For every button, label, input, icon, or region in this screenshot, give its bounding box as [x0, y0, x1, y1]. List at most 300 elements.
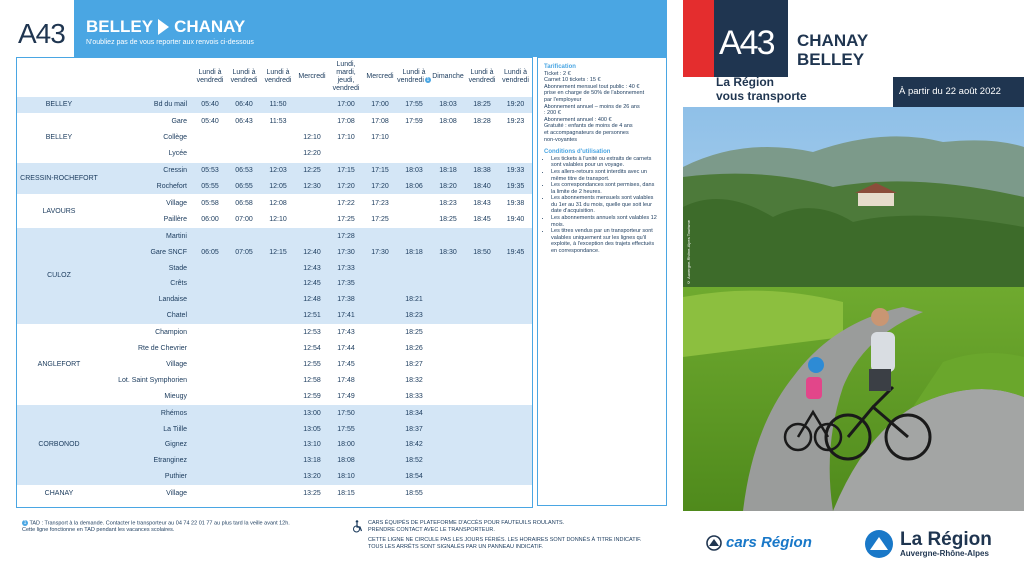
town-name: ANGLEFORT	[17, 324, 101, 405]
table-row	[17, 113, 532, 129]
departure-time: 17:50	[329, 405, 363, 421]
stop-name: Village	[101, 357, 193, 373]
departure-time	[363, 469, 397, 485]
departure-time	[431, 485, 465, 501]
direction-arrow-icon	[158, 19, 169, 35]
departure-time: 17:59	[397, 113, 431, 129]
departure-time: 19:33	[499, 162, 532, 178]
accessibility-note	[352, 520, 652, 551]
departure-time: 06:00	[193, 211, 227, 227]
departure-time	[227, 228, 261, 244]
stop-name: Martini	[101, 228, 193, 244]
departure-time	[397, 195, 431, 211]
departure-time	[431, 388, 465, 404]
departure-time	[227, 260, 261, 276]
region-mark-icon	[864, 529, 894, 559]
stop-name: Gare SNCF	[101, 244, 193, 260]
departure-time	[261, 228, 295, 244]
town-name: BELLEY	[17, 113, 101, 162]
stop-name: Mieugy	[101, 388, 193, 404]
departure-time: 17:20	[363, 179, 397, 195]
departure-time: 18:55	[397, 485, 431, 501]
departure-time: 05:58	[193, 195, 227, 211]
departure-time	[227, 308, 261, 324]
departure-time	[465, 130, 499, 146]
departure-time: 19:38	[499, 195, 532, 211]
cover-slogan	[716, 75, 836, 103]
departure-time	[465, 388, 499, 404]
departure-time: 12:05	[261, 179, 295, 195]
departure-time	[397, 146, 431, 162]
departure-time	[431, 130, 465, 146]
departure-time: 12:55	[295, 357, 329, 373]
departure-time	[431, 276, 465, 292]
departure-time: 18:18	[431, 162, 465, 178]
departure-time: 12:15	[261, 244, 295, 260]
departure-time	[499, 388, 532, 404]
departure-time	[465, 437, 499, 453]
departure-time: 18:06	[397, 179, 431, 195]
condition-item: • Les tickets à l'unité ou extraits de carnets sont valables pour un voyage.	[551, 156, 660, 169]
departure-time	[465, 228, 499, 244]
departure-time	[261, 260, 295, 276]
timetable-grid	[17, 58, 532, 502]
departure-time: 19:35	[499, 179, 532, 195]
departure-time: 07:05	[227, 244, 261, 260]
column-header: Lundi à vendredi	[196, 69, 224, 84]
departure-time: 18:08	[431, 113, 465, 129]
departure-time	[261, 388, 295, 404]
column-header: Lundi à vendredi	[230, 69, 258, 84]
departure-time	[499, 130, 532, 146]
cover-line-number: A43	[719, 24, 774, 62]
departure-time: 18:23	[397, 308, 431, 324]
departure-time: 17:28	[329, 228, 363, 244]
departure-time	[227, 276, 261, 292]
departure-time: 13:20	[295, 469, 329, 485]
departure-time: 12:51	[295, 308, 329, 324]
departure-time	[431, 437, 465, 453]
stop-name: Lot. Saint Symphorien	[101, 372, 193, 388]
table-row	[17, 485, 532, 501]
departure-time: 12:58	[295, 372, 329, 388]
departure-time	[295, 211, 329, 227]
departure-time: 18:25	[397, 324, 431, 340]
departure-time: 06:53	[227, 162, 261, 178]
departure-time	[465, 372, 499, 388]
timetable-body	[17, 97, 532, 502]
departure-time	[465, 421, 499, 437]
departure-time: 18:03	[397, 162, 431, 178]
departure-time	[227, 292, 261, 308]
departure-time	[261, 437, 295, 453]
departure-time: 17:23	[363, 195, 397, 211]
cars-region-mark-icon	[706, 535, 722, 551]
departure-time	[193, 292, 227, 308]
line-number: A43	[18, 18, 65, 49]
departure-time	[227, 485, 261, 501]
departure-time	[261, 308, 295, 324]
departure-time: 17:48	[329, 372, 363, 388]
departure-time: 12:59	[295, 388, 329, 404]
departure-time: 17:25	[329, 211, 363, 227]
fare-line: Carnet 10 tickets : 15 €	[544, 77, 601, 84]
departure-time: 05:55	[193, 179, 227, 195]
cover-route-line-2: BELLEY	[797, 50, 865, 69]
departure-time	[227, 453, 261, 469]
departure-time	[261, 292, 295, 308]
departure-time	[465, 357, 499, 373]
departure-time	[499, 308, 532, 324]
departure-time	[465, 276, 499, 292]
cars-region-logo	[706, 534, 812, 551]
departure-time	[363, 485, 397, 501]
departure-time	[193, 469, 227, 485]
stop-name: Chatel	[101, 308, 193, 324]
departure-time: 17:25	[363, 211, 397, 227]
departure-time: 17:10	[329, 130, 363, 146]
departure-time	[363, 146, 397, 162]
departure-time	[363, 405, 397, 421]
departure-time	[431, 324, 465, 340]
departure-time: 17:15	[329, 162, 363, 178]
town-name: BELLEY	[17, 97, 101, 114]
departure-time	[363, 437, 397, 453]
departure-time	[397, 228, 431, 244]
departure-time	[431, 308, 465, 324]
stop-name: La Tiille	[101, 421, 193, 437]
departure-time: 17:49	[329, 388, 363, 404]
tad-marker: 1	[23, 520, 27, 526]
photo-credit: © Auvergne-Rhône-Alpes Tourisme	[686, 220, 691, 285]
departure-time: 12:20	[295, 146, 329, 162]
departure-time: 12:53	[295, 324, 329, 340]
departure-time: 18:37	[397, 421, 431, 437]
departure-time	[261, 485, 295, 501]
departure-time	[499, 146, 532, 162]
fare-line: par l'employeur	[544, 96, 582, 103]
departure-time	[431, 405, 465, 421]
departure-time: 18:08	[329, 453, 363, 469]
departure-time: 13:18	[295, 453, 329, 469]
departure-time	[261, 324, 295, 340]
column-header: Lundi, mardi, jeudi, vendredi	[332, 61, 360, 92]
departure-time	[363, 276, 397, 292]
fare-line: Abonnement annuel – moins de 26 ans	[544, 103, 640, 110]
departure-time: 12:30	[295, 179, 329, 195]
table-row	[17, 162, 532, 178]
stop-name: Rhémos	[101, 405, 193, 421]
departure-time: 18:30	[431, 244, 465, 260]
cover-photo-cyclists	[683, 107, 1024, 511]
departure-time: 06:58	[227, 195, 261, 211]
column-header: Lundi à vendredi	[264, 69, 292, 84]
departure-time: 12:25	[295, 162, 329, 178]
departure-time	[261, 372, 295, 388]
departure-time: 17:22	[329, 195, 363, 211]
departure-time	[499, 469, 532, 485]
departure-time	[261, 130, 295, 146]
departure-time	[465, 469, 499, 485]
fare-line: prise en charge de 50% de l'abonnement	[544, 90, 645, 97]
departure-time	[193, 453, 227, 469]
departure-time: 18:50	[465, 244, 499, 260]
departure-time: 12:03	[261, 162, 295, 178]
departure-time: 18:28	[465, 113, 499, 129]
departure-time: 18:52	[397, 453, 431, 469]
departure-time	[431, 453, 465, 469]
departure-time	[499, 228, 532, 244]
departure-time	[431, 260, 465, 276]
departure-time	[193, 485, 227, 501]
column-header: Lundi à vendredi	[502, 69, 529, 84]
route-to: CHANAY	[174, 17, 246, 36]
fares-title: Tarification	[544, 64, 576, 70]
departure-time	[499, 437, 532, 453]
stop-name: Stade	[101, 260, 193, 276]
fares-list	[544, 71, 660, 144]
departure-time	[465, 341, 499, 357]
condition-item: • Les abonnements mensuels sont valables du 1er au 31 du mois, quelle que soit leur date d'acquisition.	[551, 195, 660, 215]
stop-name: Village	[101, 195, 193, 211]
departure-time	[431, 146, 465, 162]
region-logo-sub: Auvergne-Rhône-Alpes	[900, 549, 989, 558]
tad-note	[22, 520, 342, 534]
departure-time	[465, 146, 499, 162]
departure-time	[397, 130, 431, 146]
departure-time: 12:40	[295, 244, 329, 260]
fare-line: et accompagnateurs de personnes	[544, 129, 629, 136]
departure-time	[193, 324, 227, 340]
departure-time	[499, 485, 532, 501]
departure-time: 18:45	[465, 211, 499, 227]
departure-time: 12:10	[295, 130, 329, 146]
departure-time	[193, 146, 227, 162]
departure-time: 12:43	[295, 260, 329, 276]
departure-time	[193, 372, 227, 388]
departure-time	[227, 146, 261, 162]
cover-slogan-2: vous transporte	[716, 89, 807, 103]
departure-time	[499, 292, 532, 308]
departure-time	[397, 260, 431, 276]
departure-time: 17:35	[329, 276, 363, 292]
stop-name: Collège	[101, 130, 193, 146]
route-title	[86, 17, 245, 37]
departure-time	[193, 228, 227, 244]
departure-time: 18:00	[329, 437, 363, 453]
departure-time	[329, 146, 363, 162]
header-town	[17, 58, 101, 97]
town-name: CRESSIN-ROCHEFORT	[17, 162, 101, 195]
departure-time: 13:25	[295, 485, 329, 501]
departure-time: 17:45	[329, 357, 363, 373]
town-name: CHANAY	[17, 485, 101, 501]
stop-name: Village	[101, 485, 193, 501]
departure-time	[499, 324, 532, 340]
holiday-line-2: TOUS LES ARRÊTS SONT SIGNALÉS PAR UN PANNEAU INDICATIF.	[368, 544, 543, 550]
departure-time	[465, 292, 499, 308]
departure-time	[499, 341, 532, 357]
departure-time: 18:33	[397, 388, 431, 404]
departure-time: 17:55	[329, 421, 363, 437]
departure-time: 18:43	[465, 195, 499, 211]
departure-time	[227, 437, 261, 453]
conditions-title: Conditions d'utilisation	[544, 149, 611, 156]
departure-time	[499, 405, 532, 421]
departure-time	[465, 324, 499, 340]
departure-time	[363, 453, 397, 469]
stop-name: Landaise	[101, 292, 193, 308]
departure-time: 17:43	[329, 324, 363, 340]
departure-time	[499, 260, 532, 276]
departure-time	[397, 211, 431, 227]
departure-time	[227, 341, 261, 357]
departure-time: 17:30	[363, 244, 397, 260]
stop-name: Crêts	[101, 276, 193, 292]
departure-time: 17:38	[329, 292, 363, 308]
departure-time	[227, 405, 261, 421]
departure-time: 18:27	[397, 357, 431, 373]
departure-time: 18:18	[397, 244, 431, 260]
departure-time	[227, 421, 261, 437]
departure-time: 18:15	[329, 485, 363, 501]
departure-time	[465, 405, 499, 421]
departure-time: 18:20	[431, 179, 465, 195]
column-header: Dimanche	[432, 73, 464, 80]
departure-time: 13:05	[295, 421, 329, 437]
departure-time	[227, 324, 261, 340]
departure-time: 11:50	[261, 97, 295, 114]
departure-time: 18:25	[465, 97, 499, 114]
departure-time	[431, 469, 465, 485]
departure-time: 19:40	[499, 211, 532, 227]
departure-time: 18:21	[397, 292, 431, 308]
departure-time: 06:40	[227, 97, 261, 114]
departure-time	[193, 308, 227, 324]
header-stop	[101, 58, 193, 97]
departure-time: 17:41	[329, 308, 363, 324]
departure-time	[193, 130, 227, 146]
departure-time: 17:33	[329, 260, 363, 276]
region-logo-name: La Région	[900, 529, 992, 550]
departure-time: 13:10	[295, 437, 329, 453]
departure-time: 13:00	[295, 405, 329, 421]
departure-time	[193, 388, 227, 404]
stop-name: Cressin	[101, 162, 193, 178]
column-header: Lundi à vendredi 1	[397, 69, 430, 84]
stop-name: Champion	[101, 324, 193, 340]
stop-name: Puthier	[101, 469, 193, 485]
departure-time	[465, 308, 499, 324]
departure-time	[363, 341, 397, 357]
stop-name: Paillère	[101, 211, 193, 227]
departure-time	[193, 421, 227, 437]
departure-time	[193, 260, 227, 276]
departure-time	[261, 469, 295, 485]
departure-time	[227, 469, 261, 485]
departure-time: 17:30	[329, 244, 363, 260]
departure-time	[499, 453, 532, 469]
departure-time: 17:15	[363, 162, 397, 178]
departure-time: 06:05	[193, 244, 227, 260]
stop-name: Etranginez	[101, 453, 193, 469]
departure-time: 18:23	[431, 195, 465, 211]
departure-time	[261, 276, 295, 292]
timetable-header	[17, 58, 532, 97]
departure-time	[431, 228, 465, 244]
fare-line: Ticket : 2 €	[544, 70, 571, 77]
tad-text-2: Cette ligne fonctionne en TAD pendant les vacances scolaires.	[22, 527, 175, 534]
departure-time	[363, 388, 397, 404]
departure-time: 12:45	[295, 276, 329, 292]
town-name: CORBONOD	[17, 405, 101, 486]
conditions-list	[544, 156, 660, 255]
condition-item: • Les allers-retours sont interdits avec un même titre de transport.	[551, 169, 660, 182]
cover-slogan-1: La Région	[716, 75, 775, 89]
departure-time	[193, 405, 227, 421]
departure-time: 12:10	[261, 211, 295, 227]
departure-time	[227, 388, 261, 404]
column-header: Lundi à vendredi	[468, 69, 496, 84]
departure-time: 18:03	[431, 97, 465, 114]
town-name: LAVOURS	[17, 195, 101, 228]
departure-time: 17:00	[363, 97, 397, 114]
accessibility-line-1: CARS ÉQUIPÉS DE PLATEFORME D'ACCÈS POUR FAUTEUILS ROULANTS.	[368, 520, 565, 526]
stop-name: Rte de Chevrier	[101, 341, 193, 357]
departure-time: 11:53	[261, 113, 295, 129]
departure-time	[363, 308, 397, 324]
accessibility-line-2: PRENDRE CONTACT AVEC LE TRANSPORTEUR.	[368, 527, 495, 533]
departure-time: 12:54	[295, 341, 329, 357]
town-name: CULOZ	[17, 228, 101, 324]
departure-time	[363, 324, 397, 340]
table-row	[17, 195, 532, 211]
departure-time	[295, 228, 329, 244]
departure-time	[363, 357, 397, 373]
departure-time: 17:20	[329, 179, 363, 195]
departure-time	[193, 437, 227, 453]
departure-time	[465, 260, 499, 276]
departure-time	[363, 260, 397, 276]
table-row	[17, 405, 532, 421]
departure-time	[261, 453, 295, 469]
header-note: N'oubliez pas de vous reporter aux renvois ci-dessous	[86, 39, 254, 46]
fare-line: Gratuité : enfants de moins de 4 ans	[544, 123, 633, 130]
table-row	[17, 97, 532, 114]
stop-name: Rochefort	[101, 179, 193, 195]
departure-time: 12:48	[295, 292, 329, 308]
departure-time	[193, 341, 227, 357]
departure-time	[431, 357, 465, 373]
departure-time	[499, 421, 532, 437]
departure-time: 18:25	[431, 211, 465, 227]
departure-time: 18:38	[465, 162, 499, 178]
tad-text-1: TAD : Transport à la demande. Contacter le transporteur au 04 74 22 01 77 au plus tard la veille avant 12h.	[29, 520, 290, 527]
departure-time	[431, 292, 465, 308]
departure-time	[227, 357, 261, 373]
departure-time	[363, 421, 397, 437]
departure-time	[261, 405, 295, 421]
departure-time: 18:10	[329, 469, 363, 485]
departure-time	[431, 421, 465, 437]
departure-time	[465, 485, 499, 501]
departure-time	[227, 130, 261, 146]
departure-time	[193, 357, 227, 373]
table-row	[17, 324, 532, 340]
departure-time	[431, 372, 465, 388]
stop-name: Gare	[101, 113, 193, 129]
departure-time: 19:23	[499, 113, 532, 129]
